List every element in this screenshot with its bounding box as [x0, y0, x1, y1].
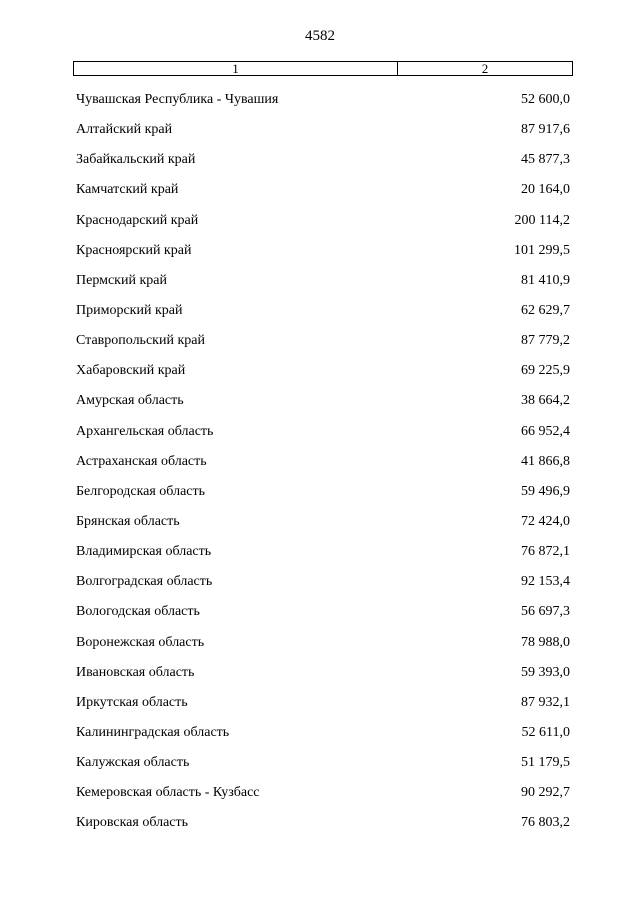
region-name: Владимирская область — [76, 544, 212, 560]
region-name: Амурская область — [76, 393, 184, 409]
table-row — [76, 808, 570, 838]
table-row — [76, 326, 570, 356]
region-name: Ставропольский край — [76, 333, 205, 349]
region-name: Архангельская область — [76, 423, 214, 439]
region-name: Камчатский край — [76, 182, 179, 198]
region-amount: 56 697,3 — [521, 604, 570, 620]
region-name: Красноярский край — [76, 242, 192, 258]
region-name: Ивановская область — [76, 664, 195, 680]
table-row — [76, 658, 570, 688]
region-name: Астраханская область — [76, 453, 207, 469]
region-name: Приморский край — [76, 303, 183, 319]
table-row — [76, 597, 570, 627]
table-row — [76, 537, 570, 567]
table-row — [76, 507, 570, 537]
table-row — [76, 175, 570, 205]
region-amount: 76 803,2 — [521, 815, 570, 831]
region-name: Калининградская область — [76, 725, 230, 741]
region-amount: 59 496,9 — [521, 483, 570, 499]
region-name: Алтайский край — [76, 122, 173, 138]
table-row — [76, 628, 570, 658]
region-amount: 20 164,0 — [521, 182, 570, 198]
region-amount: 78 988,0 — [521, 634, 570, 650]
region-name: Краснодарский край — [76, 212, 199, 228]
region-amount: 81 410,9 — [521, 272, 570, 288]
table-row — [76, 386, 570, 416]
region-amount: 87 917,6 — [521, 122, 570, 138]
region-name: Иркутская область — [76, 694, 188, 710]
region-amount: 101 299,5 — [514, 242, 570, 258]
page-number: 4582 — [305, 28, 335, 44]
table-row — [76, 567, 570, 597]
region-amount: 69 225,9 — [521, 363, 570, 379]
region-amount: 41 866,8 — [521, 453, 570, 469]
region-amount: 51 179,5 — [521, 755, 570, 771]
table-row — [76, 206, 570, 236]
table-row — [76, 447, 570, 477]
region-name: Забайкальский край — [76, 152, 196, 168]
region-name: Чувашская Республика - Чувашия — [76, 92, 279, 108]
region-name: Кемеровская область - Кузбасс — [76, 785, 260, 801]
table-row — [76, 356, 570, 386]
region-amount: 87 779,2 — [521, 333, 570, 349]
table-row — [76, 778, 570, 808]
table-row — [76, 688, 570, 718]
table-row — [76, 266, 570, 296]
region-amount: 52 600,0 — [521, 92, 570, 108]
region-name: Белгородская область — [76, 483, 206, 499]
region-amount: 200 114,2 — [514, 212, 570, 228]
region-amount: 62 629,7 — [521, 303, 570, 319]
table-row — [76, 748, 570, 778]
region-amount: 92 153,4 — [521, 574, 570, 590]
region-name: Кировская область — [76, 815, 189, 831]
region-name: Волгоградская область — [76, 574, 213, 590]
table-row — [76, 417, 570, 447]
region-amount: 66 952,4 — [521, 423, 570, 439]
region-amount: 87 932,1 — [521, 694, 570, 710]
table-row — [76, 477, 570, 507]
region-name: Воронежская область — [76, 634, 205, 650]
table-row — [76, 236, 570, 266]
table-header — [73, 61, 573, 76]
region-name: Пермский край — [76, 272, 167, 288]
table-row — [76, 85, 570, 115]
region-amount: 45 877,3 — [521, 152, 570, 168]
table-body — [76, 85, 570, 839]
region-amount: 72 424,0 — [521, 514, 570, 530]
region-amount: 76 872,1 — [521, 544, 570, 560]
table-row — [76, 115, 570, 145]
region-name: Хабаровский край — [76, 363, 186, 379]
region-name: Брянская область — [76, 514, 180, 530]
column-header-1: 1 — [74, 62, 398, 75]
table-row — [76, 145, 570, 175]
region-amount: 52 611,0 — [521, 725, 570, 741]
region-amount: 38 664,2 — [521, 393, 570, 409]
region-name: Вологодская область — [76, 604, 200, 620]
region-amount: 90 292,7 — [521, 785, 570, 801]
table-row — [76, 296, 570, 326]
region-name: Калужская область — [76, 755, 190, 771]
table-row — [76, 718, 570, 748]
region-amount: 59 393,0 — [521, 664, 570, 680]
column-header-2: 2 — [481, 61, 489, 76]
